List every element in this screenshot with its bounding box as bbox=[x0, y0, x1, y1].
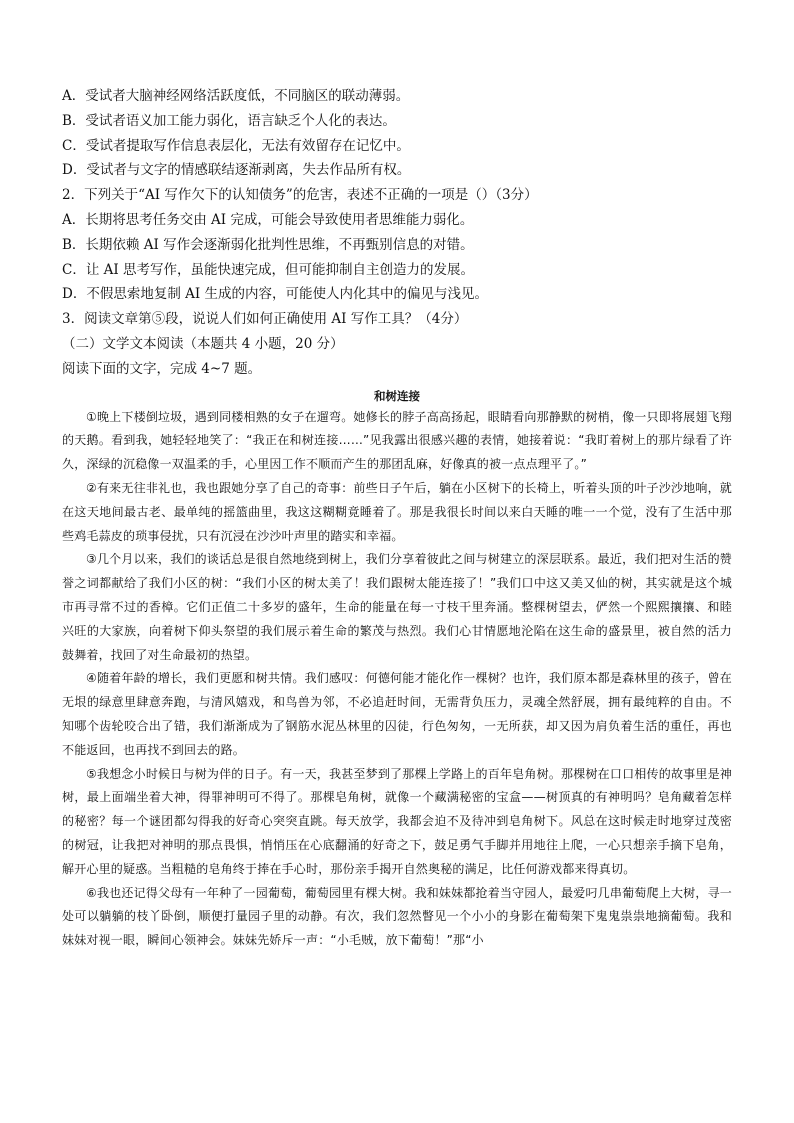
article-body bbox=[62, 406, 732, 953]
article-title: 和树连接 bbox=[374, 388, 420, 403]
question-line: D．受试者与文字的情感联结逐渐剥离，失去作品所有权。 bbox=[62, 162, 411, 179]
question-line: C．让 AI 思考写作，虽能快速完成，但可能抑制自主创造力的发展。 bbox=[62, 261, 474, 278]
article-paragraph: ①晚上下楼倒垃圾，遇到同楼相熟的女子在遛弯。她修长的脖子高高扬起，眼睛看向那静默的树梢，像一只即将展翅飞翔的天鹅。看到我，她轻轻地笑了：“我正在和树连接……”见我露出很感兴趣的表情，她接着说：“我盯着树上的那片绿看了许久，深绿的沉稳像一双温柔的手，心里因工作不顺而产生的那团乱麻，好像真的被一点点理平了。” bbox=[62, 409, 732, 472]
question-line: A．受试者大脑神经网络活跃度低，不同脑区的联动薄弱。 bbox=[62, 88, 410, 104]
article-paragraph: ⑤我想念小时候日与树为伴的日子。有一天，我甚至梦到了那棵上学路上的百年皂角树。那棵树在口口相传的故事里是神树，最上面端坐着大神，得罪神明可不得了。那棵皂角树，就像一个藏满秘密的宝盒——树顶真的有神明吗？皂角藏着怎样的秘密？每一个谜团都勾得我的好奇心突突直跳。每天放学，我都会迫不及待冲到皂角树下。风总在这时候走时地穿过茂密的树冠，让我把对神明的那点畏惧，悄悄压在心底翻涌的好奇之下，鼓足勇气手脚并用地往上爬，一心只想亲手摘下皂角，解开心里的疑惑。当粗糙的皂角终于捧在手心时，那份亲手揭开自然奥秘的满足，比任何游戏都来得真切。 bbox=[62, 766, 732, 876]
question-line: B．长期依赖 AI 写作会逐渐弱化批判性思维，不再甄别信息的对错。 bbox=[62, 236, 474, 253]
question-line: D．不假思索地复制 AI 生成的内容，可能使人内化其中的偏见与浅见。 bbox=[62, 286, 488, 303]
question-line: B．受试者语义加工能力弱化，语言缺乏个人化的表达。 bbox=[62, 112, 396, 129]
exam-page bbox=[62, 84, 732, 953]
question-line: C．受试者提取写作信息表层化，无法有效留存在记忆中。 bbox=[62, 137, 410, 154]
article-paragraph: ④随着年龄的增长，我们更愿和树共情。我们感叹：何德何能才能化作一棵树？也许，我们原本都是森林里的孩子，曾在无垠的绿意里肆意奔跑，与清风嬉戏，和鸟兽为邻，不必追赶时间，无需背负压力，灵魂全然舒展，拥有最纯粹的自由。不知哪个齿轮咬合出了错，我们渐渐成为了钢筋水泥丛林里的囚徒，行色匆匆，一无所获，却又因为肩负着生活的重任，再也不能返回，也再找不到回去的路。 bbox=[62, 671, 732, 757]
question-line: 2．下列关于“AI 写作欠下的认知债务”的危害，表述不正确的一项是（）（3分） bbox=[62, 187, 538, 204]
question-line: A．长期将思考任务交由 AI 完成，可能会导致使用者思维能力弱化。 bbox=[62, 211, 474, 228]
question-block bbox=[62, 84, 732, 382]
article-paragraph: ②有来无往非礼也，我也跟她分享了自己的奇事：前些日子午后，躺在小区树下的长椅上，听着头顶的叶子沙沙地响，就在这天地间最古老、最单纯的摇篮曲里，我这这糊糊竟睡着了。那是我很长时间以来白天睡的唯一一个觉，没有了生活中那些鸡毛蒜皮的琐事侵扰，只有沉浸在沙沙叶声里的踏实和幸福。 bbox=[62, 480, 732, 543]
article-paragraph: ③几个月以来，我们的谈话总是很自然地绕到树上，我们分享着彼此之间与树建立的深层联系。最近，我们把对生活的赞誉之词都献给了我们小区的树：“我们小区的树太美了！我们跟树太能连接了！”我们口中这又美又仙的树，其实就是这个城市再寻常不过的香樟。它们正值二十多岁的盛年，生命的能量在每一寸枝干里奔涌。整棵树望去，俨然一个熙熙攘攘、和睦兴旺的大家族，向着树下仰头祭望的我们展示着生命的繁茂与热烈。我们心甘情愿地沦陷在这生命的盛景里，被自然的活力鼓舞着，找回了对生命最初的热望。 bbox=[62, 552, 732, 662]
article-paragraph: ⑥我也还记得父母有一年种了一园葡萄，葡萄园里有棵大树。我和妹妹都抢着当守园人，最爱叼几串葡萄爬上大树，寻一处可以躺躺的枝丫卧倒，顺便打量园子里的动静。有次，我们忽然瞥见一个小小的身影在葡萄架下鬼鬼祟祟地摘葡萄。我和妹妹对视一眼，瞬间心领神会。妹妹先娇斥一声：“小毛贼，放下葡萄！”那“小 bbox=[62, 885, 732, 948]
question-line: 阅读下面的文字，完成 4~7 题。 bbox=[62, 360, 262, 377]
question-line: （二）文学文本阅读（本题共 4 小题，20 分） bbox=[62, 335, 344, 352]
question-line: 3．阅读文章第⑤段，说说人们如何正确使用 AI 写作工具？（4分） bbox=[62, 311, 468, 328]
